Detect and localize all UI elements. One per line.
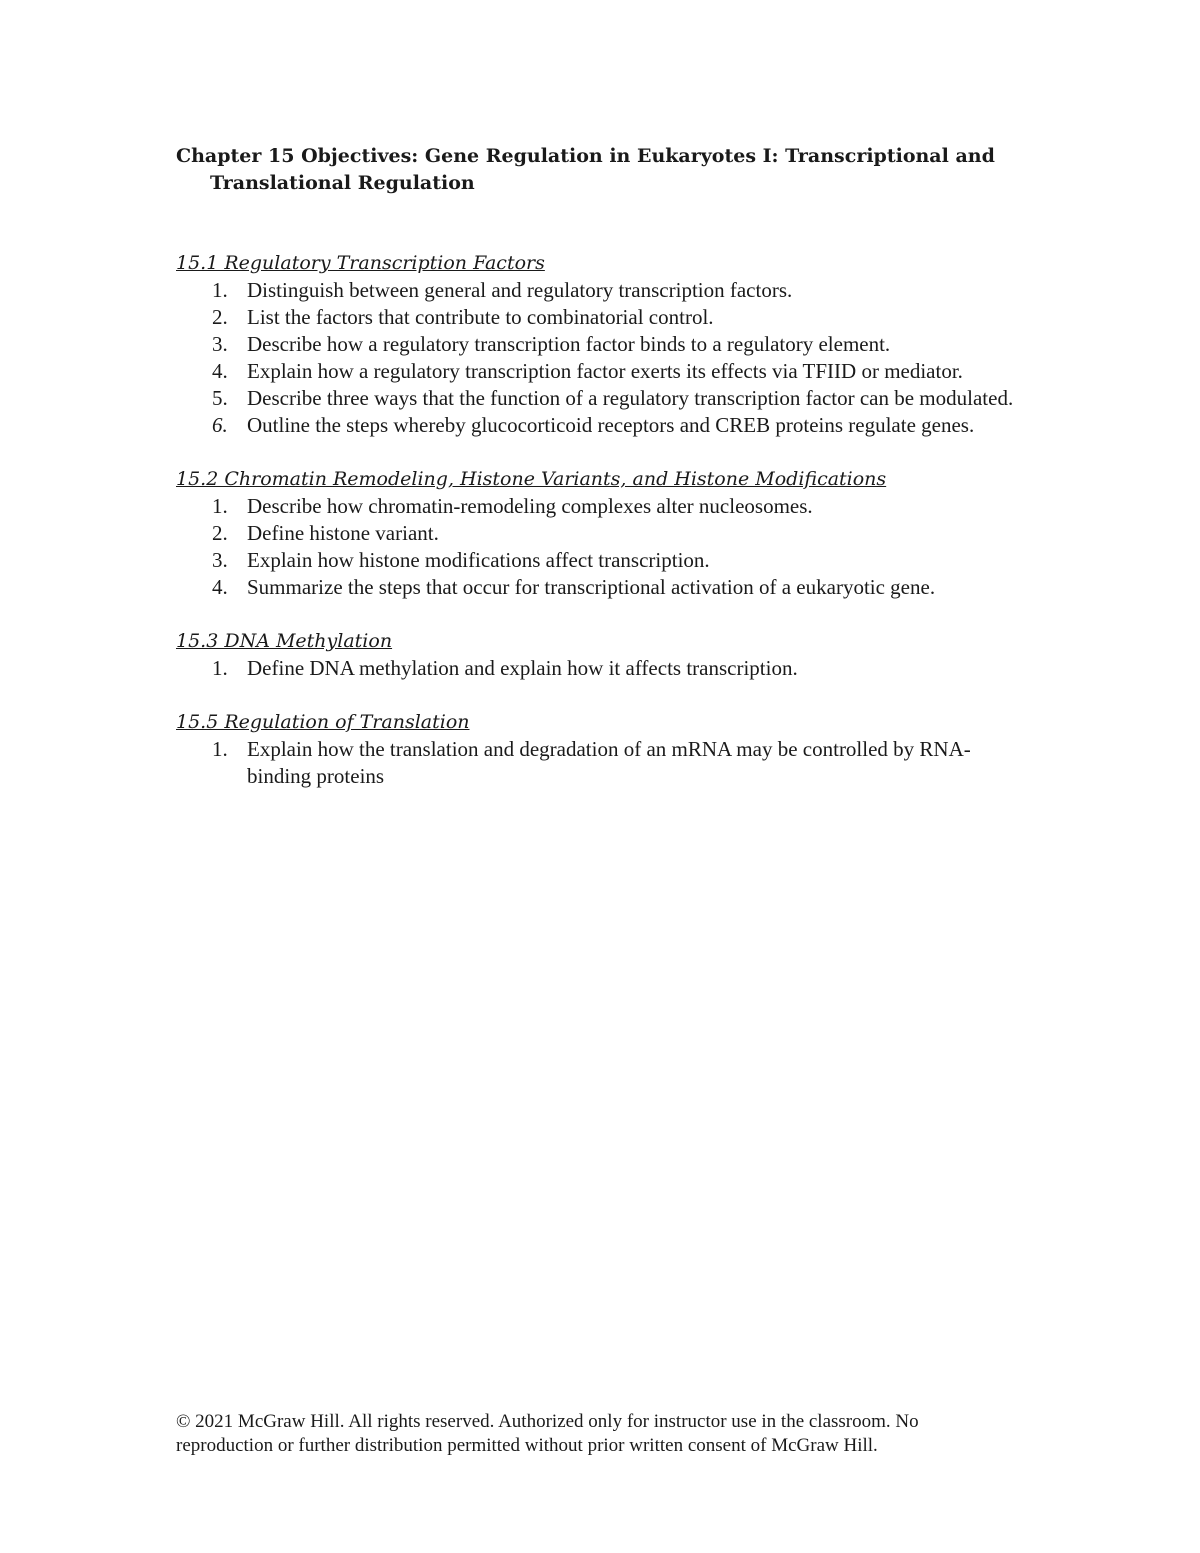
objective-item (176, 331, 1026, 358)
objectives-list (176, 736, 1026, 790)
objective-text: Outline the steps whereby glucocorticoid receptors and CREB proteins regulate genes. (247, 413, 975, 437)
objective-number: 3. (212, 548, 228, 572)
objective-item (176, 412, 1026, 439)
objective-text: Define DNA methylation and explain how it affects transcription. (247, 656, 798, 680)
objective-text: Explain how the translation and degradation of an mRNA may be controlled by RNA-binding proteins (247, 737, 971, 788)
objective-text: Distinguish between general and regulatory transcription factors. (247, 278, 793, 302)
objective-item (176, 736, 1026, 790)
objective-item (176, 655, 1026, 682)
objective-number: 4. (212, 359, 228, 383)
objective-text: Explain how histone modifications affect transcription. (247, 548, 710, 572)
section-regulation-of-translation (176, 709, 1026, 790)
section-chromatin-remodeling (176, 466, 1026, 601)
objective-number: 3. (212, 332, 228, 356)
objectives-list (176, 655, 1026, 682)
objective-text: Describe three ways that the function of a regulatory transcription factor can be modulated. (247, 386, 1014, 410)
objective-item (176, 385, 1026, 412)
document-title: Chapter 15 Objectives: Gene Regulation in Eukaryotes I: Transcriptional and Translational Regulation (176, 145, 995, 194)
objective-number: 2. (212, 521, 228, 545)
objective-text: Explain how a regulatory transcription factor exerts its effects via TFIID or mediator. (247, 359, 963, 383)
objective-number: 1. (212, 494, 228, 518)
objectives-list (176, 493, 1026, 601)
objective-text: List the factors that contribute to combinatorial control. (247, 305, 714, 329)
section-heading: 15.1 Regulatory Transcription Factors (176, 252, 545, 274)
objective-item (176, 358, 1026, 385)
section-heading: 15.2 Chromatin Remodeling, Histone Variants, and Histone Modifications (176, 468, 887, 490)
objective-number: 5. (212, 386, 228, 410)
objective-item (176, 520, 1026, 547)
objective-number: 1. (212, 737, 228, 761)
objective-item (176, 304, 1026, 331)
objectives-list (176, 277, 1026, 439)
copyright-footer: © 2021 McGraw Hill. All rights reserved. Authorized only for instructor use in the classroom. No reproduction or further distribution permitted without prior written consent of McGraw Hill. (176, 1411, 919, 1456)
document-body (176, 250, 1026, 817)
section-regulatory-transcription-factors (176, 250, 1026, 439)
objective-item (176, 547, 1026, 574)
objective-number: 1. (212, 656, 228, 680)
section-dna-methylation (176, 628, 1026, 682)
objective-text: Describe how chromatin-remodeling complexes alter nucleosomes. (247, 494, 813, 518)
objective-item (176, 574, 1026, 601)
section-heading: 15.3 DNA Methylation (176, 630, 393, 652)
objective-item (176, 277, 1026, 304)
objective-number: 6. (212, 413, 228, 437)
objective-text: Define histone variant. (247, 521, 439, 545)
objective-number: 4. (212, 575, 228, 599)
objective-number: 2. (212, 305, 228, 329)
section-heading: 15.5 Regulation of Translation (176, 711, 470, 733)
objective-item (176, 493, 1026, 520)
objective-text: Summarize the steps that occur for transcriptional activation of a eukaryotic gene. (247, 575, 936, 599)
objective-text: Describe how a regulatory transcription factor binds to a regulatory element. (247, 332, 891, 356)
objective-number: 1. (212, 278, 228, 302)
